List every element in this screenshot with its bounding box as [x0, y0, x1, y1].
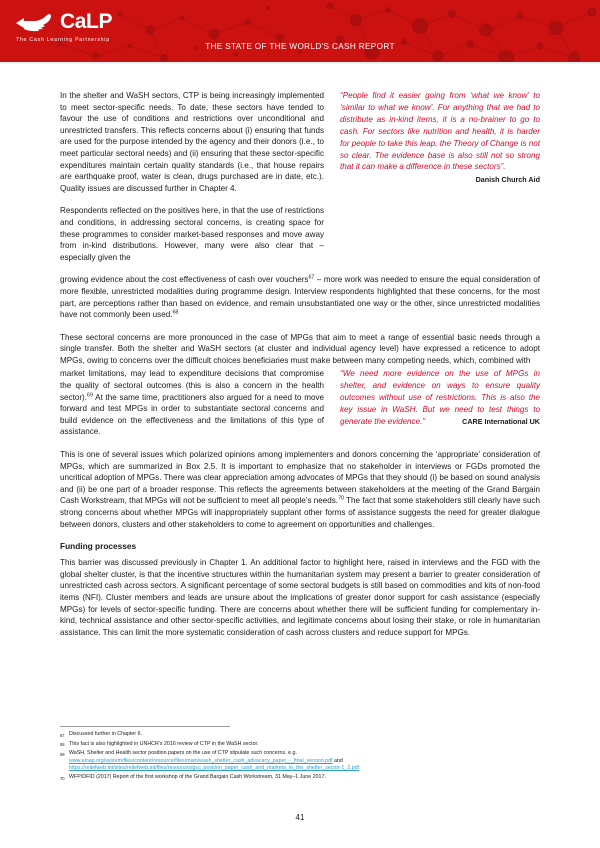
pull-quote-1-text: “People find it easier going from ‘what we know’ to ‘similar to what we know’. For anything that we had to distribute as in-kind items, it is a no-brainer to go to cash. For sectors like nutrition and health, it is harder for people to take this leap, the Theory of Change is not so clear. The evidence base is also still not so strong that it can make a difference in these sectors”. — [340, 91, 540, 172]
footnote-67-text: Discussed further in Chapter 6. — [69, 731, 143, 737]
paragraph-3-text-b: At the same time, practitioners also argued for a need to move forward and test MPGs in order to substantiate sectoral concerns and build evidence on the effectiveness and the limitations of this type of assistance. — [60, 392, 324, 437]
paragraph-2-text-b: – more work was needed to ensure the equal consideration of more flexible, unrestricted modalities during programme design. Interview respondents highlighted that these concerns, for the most part, are perceptions rather than based on evidence, and remain unsubstantiated one way or the other, since unrestricted modalities have not commonly been used. — [60, 275, 540, 320]
footnote-ref-67: 67 — [308, 274, 315, 281]
footnote-68 — [60, 741, 540, 749]
footnote-ref-68: 68 — [172, 309, 179, 316]
paragraph-4 — [60, 449, 540, 530]
paragraph-1: In the shelter and WaSH sectors, CTP is being increasingly implemented to meet sector-specific needs. To date, these sectors have tended to favour the use of conditions and restrictions over unconditional and unrestricted transfers. This reflects concerns about (i) ensuring that funds are used for the purpose intended by the agency and their donors (i.e., to meet particular sectoral needs) and (ii) ensuring that these sector-specific expenditures maintain certain quality standards (i.e., that house repairs are earthquake proof, water is clean, drugs purchased are in date, etc.). Quality issues are discussed further in Chapter 4. — [60, 91, 324, 193]
section-heading-funding-processes: Funding processes — [60, 541, 137, 552]
paragraph-2-narrow: Respondents reflected on the positives here, in that the use of restrictions and conditions, in addressing sectoral concerns, is creating space for these programmes to consider market-based responses and move away from in-kind distributions. However, many were also clear that – especially given the — [60, 206, 324, 262]
footnote-ref-69: 69 — [87, 391, 93, 398]
pull-quote-1-attribution: Danish Church Aid — [475, 175, 540, 185]
footnote-67 — [60, 731, 540, 739]
footnote-70-number: 70 — [60, 775, 65, 781]
footnote-68-text: This fact is also highlighted in UNHCR’s 2016 review of CTP in the WaSH sector. — [69, 740, 259, 747]
paragraph-2-continued — [60, 274, 540, 320]
footnote-69-text: WaSH, Shelter and Health sector position papers on the use of CTP stipulate such concerns. e.g. — [69, 750, 297, 757]
footnote-ref-70: 70 — [338, 495, 344, 502]
content-block-2 — [60, 368, 540, 449]
pull-quote-2 — [340, 368, 540, 428]
paragraph-1-wrapper — [60, 90, 324, 274]
paragraph-4-text-b: The fact that some stakeholders still clearly have such strong concerns about whether MPGs will inappropriately supplant other forms of assistance suggests the need for greater dialogue between donors, clusters and other stakeholders to come to agreement on opportunities and challenges. — [60, 496, 540, 529]
footnote-70-text: WFP/DFID (2017) Report of the first workshop of the Grand Bargain Cash Workstream, 31 May–1 June 2017. — [69, 774, 326, 781]
page-number: 41 — [295, 813, 305, 822]
footnotes-section — [60, 726, 540, 784]
pull-quote-2-attribution: CARE International UK — [462, 417, 540, 427]
calp-logo-tagline: The Cash Learning Partnership — [16, 37, 110, 43]
footnote-69-text-block — [69, 750, 540, 773]
paragraph-3-narrow — [60, 368, 324, 438]
calp-logo-wordmark: CaLP — [60, 10, 113, 33]
calp-hand-icon — [14, 12, 56, 34]
footnote-69 — [60, 750, 540, 773]
footnote-70 — [60, 774, 540, 782]
report-title: THE STATE OF THE WORLD'S CASH REPORT — [205, 42, 395, 51]
footnote-67-number: 67 — [60, 732, 65, 738]
pull-quote-2-text: “We need more evidence on the use of MPGs in shelter, and evidence on ways to ensure quality outcomes without use of restrictions. This is also the key issue in WaSH. But we need to test things to generate the evidence.” — [340, 369, 540, 427]
paragraph-3-narrow-wrapper — [60, 368, 324, 449]
pull-quote-1 — [340, 90, 540, 186]
content-block-1 — [60, 90, 540, 274]
footnote-69-number: 69 — [60, 751, 65, 757]
footnote-69-link-1[interactable]: www.alnap.org/system/files/content/resource/files/main/wash_shelter_cash_advocacy_paper_-_final_version.pdf — [69, 757, 333, 764]
paragraph-2-text-a: growing evidence about the cost effectiveness of cash over vouchers — [60, 275, 309, 285]
footnotes-divider — [60, 726, 230, 727]
paragraph-3-text-a: market limitations, may lead to expenditure decisions that compromise the quality of sectoral outcomes (this is also a concern in the health sector). — [60, 369, 324, 402]
paragraph-5: This barrier was discussed previously in Chapter 1. An additional factor to highlight here, raised in interviews and the FGD with the global shelter cluster, is that the incentive structures within the humanitarian system may present a barrier to greater consideration of unrestricted cash across sectors. A significant percentage of some sectoral budgets is still based on commodities and kits of non-food items (NFI). Cluster members and leads are unsure about the implications of greater donor support for cash assistance (especially MPGs) for levels of sector-specific funding. There are concerns about whether there will be sufficient funding for complementary in-kind, technical assistance and other sector-specific activities, and legitimate concerns about losing their stake, or role in humanitarian assistance. This can limit the more systematic consideration of cash across clusters and reduce support for MPGs. — [60, 558, 540, 637]
paragraph-3-full: These sectoral concerns are more pronounced in the case of MPGs that aim to meet a range of essential basic needs through a single transfer. Both the shelter and WaSH sectors (at cluster and individual agency level) have expressed a reticence to adopt MPGs, owing to concerns over the difficult choices beneficiaries must make between many competing needs, which, combined with — [60, 332, 540, 365]
footnote-69-link-2[interactable]: https://reliefweb.int/sites/reliefweb.int/files/resources/gsc_position_paper_cash_and_markets_in_the_shelter_sector-1_2.pdf — [69, 765, 360, 772]
footnote-69-link-joiner: and — [332, 757, 343, 764]
paragraph-4-text-a: This is one of several issues which polarized opinions among implementers and donors concerning the ‘appropriate’ consideration of MPGs, which are summarized in Box 2.5. It is important to emphasize that no stakeholder in interviews or FGDs promoted the uncritical adoption of MPGs. There was clear appreciation among advocates of MPGs that they should (i) be based on sound analysis and (ii) be one part of a broader response. This reflects the agreements between stakeholders at the meeting of the Grand Bargain Cash Workstream, that MPGs will not be sufficient to meet all people’s needs. — [60, 450, 540, 506]
page-content — [0, 64, 600, 638]
footnote-68-number: 68 — [60, 742, 65, 748]
page-header-banner — [0, 0, 600, 64]
